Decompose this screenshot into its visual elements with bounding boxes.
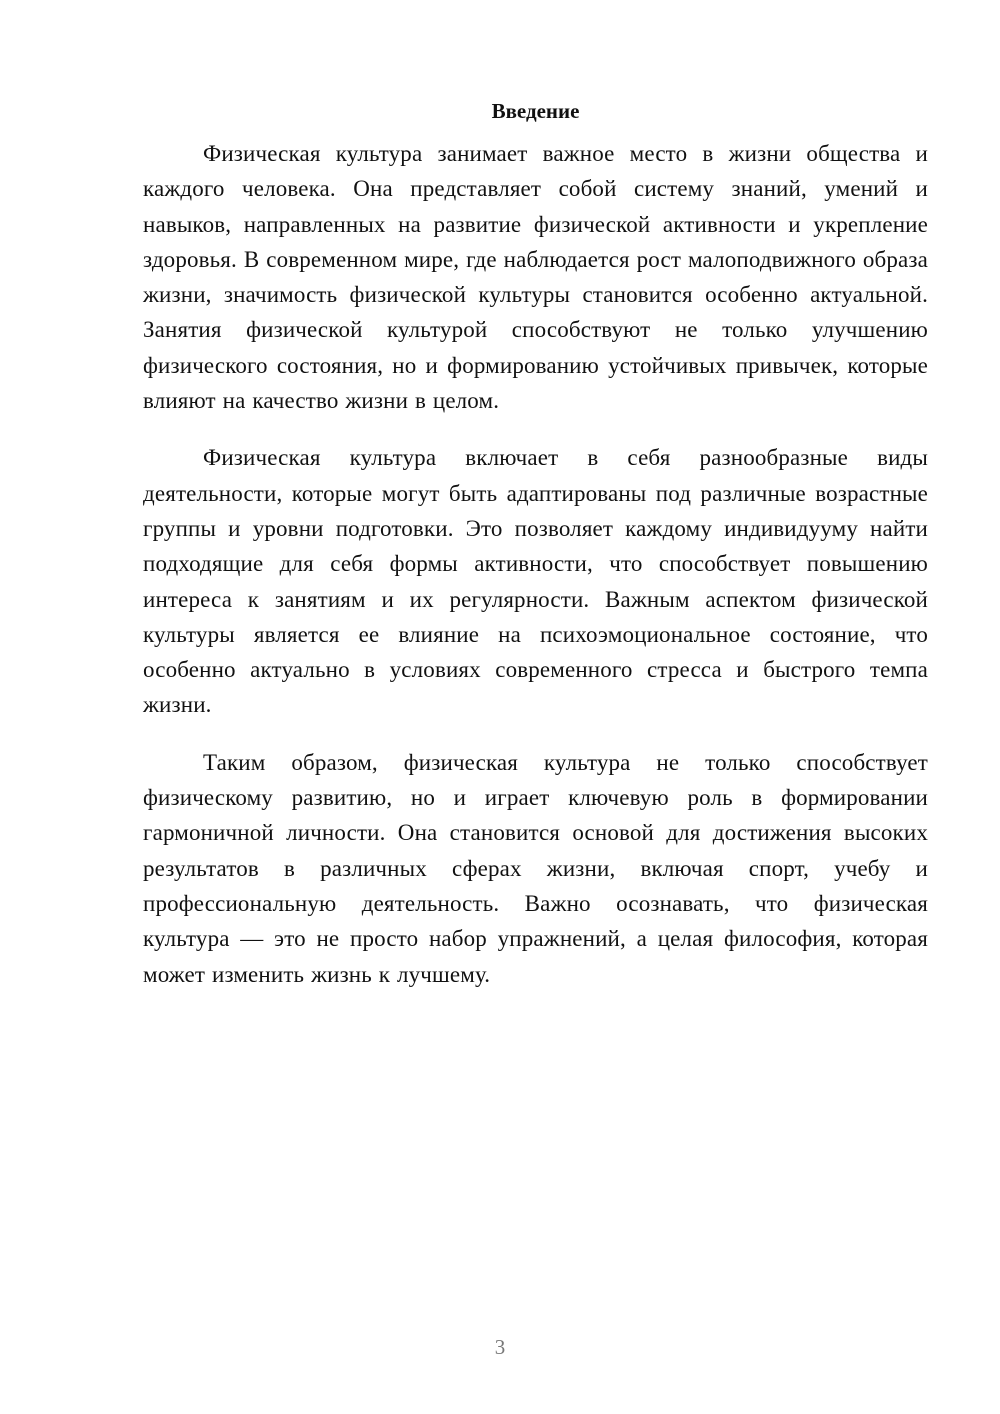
page-number: 3 [494,1335,506,1359]
paragraph-2: Физическая культура включает в себя разнообразные виды деятельности, которые могут быть адаптированы под различные возрастные группы и уровни подготовки. Это позволяет каждому индивидууму найти подходящие для себя формы активности, что способствует повышению интереса к занятиям и их регулярности. Важным аспектом физической культуры является ее влияние на психоэмоциональное состояние, что особенно актуально в условиях современного стресса и быстрого темпа жизни. [143,445,928,718]
paragraph-1: Физическая культура занимает важное место в жизни общества и каждого человека. Она представляет собой систему знаний, умений и навыков, направленных на развитие физической активности и укрепление здоровья. В современном мире, где наблюдается рост малоподвижного образа жизни, значимость физической культуры становится особенно актуальной. Занятия физической культурой способствуют не только улучшению физического состояния, но и формированию устойчивых привычек, которые влияют на качество жизни в целом. [143,141,928,414]
paragraph-3: Таким образом, физическая культура не только способствует физическому развитию, но и играет ключевую роль в формировании гармоничной личности. Она становится основой для достижения высоких результатов в различных сферах жизни, включая спорт, учебу и профессиональную деятельность. Важно осознавать, что физическая культура — это не просто набор упражнений, а целая философия, которая может изменить жизнь к лучшему. [143,749,928,987]
page-content [143,96,928,1014]
section-title: Введение [491,99,580,123]
